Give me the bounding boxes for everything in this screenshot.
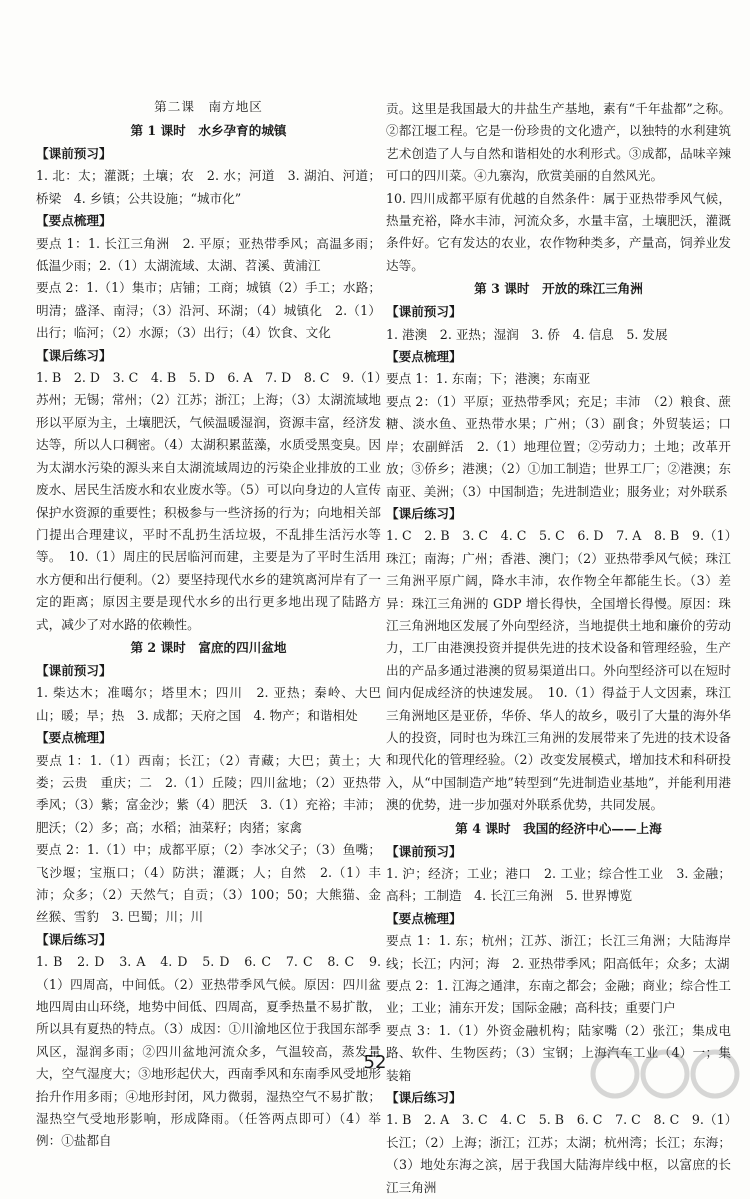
- answer-paragraph: 1. 港澳 2. 亚热；湿润 3. 侨 4. 信息 5. 发展: [386, 326, 668, 342]
- section-heading: 【课后练习】: [36, 931, 112, 947]
- answer-paragraph: 10. 四川成都平原有优越的自然条件：属于亚热带季风气候，热量充裕，降水丰沛，河流众多，水量丰富，土壤肥沃，灌溉条件好。它有发达的农业，农作物种类多，产量高，饲养业发达等。: [386, 190, 731, 273]
- answer-paragraph: 1. C 2. B 3. C 4. C 5. C 6. D 7. A 8. B 9.（1）珠江；南海；广州；香港、澳门；（2）亚热带季风气候；珠江三角洲平原广阔，降水丰沛，农作物全年都能生长。（3）差异：珠江三角洲的 GDP 增长得快，全国增长得慢。原因：珠江三角洲地区发展了外向型经济，当地提供土地和廉价的劳动力，工厂由港澳投资并提供先进的技术设备和管理经验，生产出的产品多通过港澳的贸易渠道出口。外向型经济可以在短时间内促成经济的快速发展。 10.（1）得益于人文因素，珠江三角洲地区是亚侨，华侨、华人的故乡，吸引了大量的海外华人的投资，同时也为珠江三角洲的发展带来了先进的技术设备和现代化的管理经验。（2）改变发展模式，增加技术和科研投入，从“中国制造产地”转型到“先进制造业基地”，并能利用港澳的优势，进一步加强对外联系优势，共同发展。: [386, 528, 731, 813]
- answer-paragraph: 1. 柴达木；准噶尔；塔里木；四川 2. 亚热；秦岭、大巴山；暖；旱；热 3. 成都；天府之国 4. 物产；和谐相处: [36, 685, 381, 723]
- answer-paragraph: 要点 1：1. 长江三角洲 2. 平原；亚热带季风；高温多雨；低温少雨；2.（1）太湖流域、太湖、苕溪、黄浦江: [36, 235, 381, 274]
- answer-paragraph: 1. B 2. A 3. C 4. C 5. B 6. C 7. C 8. C 9.（1）长江；（2）上海；浙江；江苏；太湖；杭州湾；长江；东海；（3）地处东海之滨，居于我国大陆海岸线中枢，以富庶的长江三角洲: [386, 1112, 731, 1195]
- answer-paragraph: 要点 1：1. 东南；下；港澳；东南亚: [386, 371, 591, 387]
- section-heading: 【要点梳理】: [386, 910, 462, 926]
- lesson-4-title: 第 4 课时 我国的经济中心——上海: [455, 820, 662, 836]
- page-number: 52: [363, 1052, 387, 1073]
- section-heading: 【要点梳理】: [36, 213, 112, 229]
- left-column: [36, 95, 381, 1153]
- answer-paragraph: 要点 2：1.（1）中；成都平原；（2）李冰父子；（3）鱼嘴；飞沙堰；宝瓶口；（4）防洪；灌溉；人；自然 2.（1）丰沛；众多；（2）天然气；自贡；（3）100；50；大熊猫、金丝猴、雪豹 3. 巴蜀；川；川: [36, 842, 381, 925]
- lesson-2-title: 第 2 课时 富庶的四川盆地: [130, 639, 287, 655]
- lesson-3-title: 第 3 课时 开放的珠江三角洲: [474, 281, 643, 297]
- lesson-1-title: 第 1 课时 水乡孕育的城镇: [130, 123, 287, 138]
- answer-paragraph: 要点 2：1. 江海之通津，东南之都会；金融；商业；综合性工业；工业；浦东开发；国际金融；高科技；重要门户: [386, 978, 731, 1016]
- section-heading: 【要点梳理】: [36, 730, 112, 746]
- section-heading: 【课后练习】: [36, 347, 112, 363]
- section-heading: 【课前预习】: [36, 146, 112, 161]
- answer-paragraph: 1. B 2. D 3. A 4. D 5. D 6. C 7. C 8. C 9.（1）四周高，中间低。（2）亚热带季风气候。原因：四川盆地四周由山环绕，地势中间低、四周高，夏季热量不易扩散，所以具有夏热的特点。（3）成因：①川渝地区位于我国东部季风区，湿润多雨；②四川盆地河流众多，气温较高，蒸发量大，空气湿度大；③地形起伏大，西南季风和东南季风受地形抬升作用多雨；④地形封闭，风力微弱，湿热空气不易扩散；湿热空气受地形影响，形成降雨。（任答两点即可）（4）举例：①盐都自: [36, 954, 381, 1149]
- answer-paragraph: 1. 北：太；灌溉；土壤；农 2. 水；河道 3. 湖泊、河道；桥梁 4. 乡镇；公共设施；“城市化”: [36, 168, 381, 206]
- answer-paragraph: 要点 1：1. 东；杭州；江苏、浙江；长江三角洲；大陆海岸线；长江；内河；海 2. 亚热带季风；阳高低年；众多；太湖: [386, 933, 731, 971]
- answer-paragraph: 要点 3：1.（1）外资金融机构；陆家嘴（2）张江；集成电路、软件、生物医药；（3）宝钢；上海汽车工业（4）一；集装箱: [386, 1022, 731, 1083]
- watermark-logo-icon: [590, 1044, 740, 1104]
- answer-paragraph: 要点 1：1.（1）西南；长江；（2）青藏；大巴；黄土；大娄；云贵 重庆；二 2.（1）丘陵；四川盆地；（2）亚热带季风；（3）紫；富金沙；紫（4）肥沃 3.（1）充裕；丰沛；肥沃；（2）多；高；水稻；油菜籽；肉猪；家禽: [36, 752, 381, 835]
- right-column: [386, 98, 731, 1199]
- section-heading: 【课前预习】: [36, 662, 112, 678]
- section-heading: 【课后练习】: [386, 1090, 462, 1106]
- answer-paragraph: 要点 2：（1）平原；亚热带季风；充足；丰沛 （2）粮食、蔗糖、淡水鱼、亚热带水果；广州；（3）副食；外贸装运；口岸；农副鲜活 2.（1）地理位置；②劳动力；土地；改革开放；③侨乡；港澳；（2）①加工制造；世界工厂；②港澳；东南亚、美洲；（3）中国制造；先进制造业；服务业；对外联系: [386, 393, 731, 499]
- answer-paragraph: 贡。这里是我国最大的井盐生产基地，素有“千年盐都”之称。②都江堰工程。它是一份珍贵的文化遗产，以独特的水利建筑艺术创造了人与自然和谐相处的水利形式。③成都，品味辛辣可口的四川菜。④九寨沟，欣赏美丽的自然风光。: [386, 101, 731, 184]
- section-heading: 【课前预习】: [386, 304, 462, 320]
- section-heading: 【要点梳理】: [386, 349, 462, 365]
- answer-paragraph: 要点 2：1.（1）集市；店铺；工商；城镇（2）手工；水路；明清；盛泽、南浔；（3）沿河、环湖；（4）城镇化 2.（1）出行；临河；（2）水源；（3）出行；（4）饮食、文化: [36, 280, 381, 341]
- chapter-title: 第二课 南方地区: [154, 99, 263, 114]
- section-heading: 【课前预习】: [386, 843, 462, 859]
- section-heading: 【课后练习】: [386, 505, 462, 521]
- answer-paragraph: 1. 沪；经济；工业；港口 2. 工业；综合性工业 3. 金融；高科；工制造 4. 长江三角洲 5. 世界博览: [386, 866, 731, 904]
- answer-paragraph: 1. B 2. D 3. C 4. B 5. D 6. A 7. D 8. C 9.（1）苏州；无锡；常州；（2）江苏；浙江；上海；（3）太湖流域地形以平原为主，土壤肥沃，气候温暖湿润，资源丰富，经济发达等，所以人口稠密。（4）太湖积累蓝藻，水质受黑变臭。因为太湖水污染的源头来自太湖流域周边的污染企业排放的工业废水、居民生活废水和农业废水等。（5）可以向身边的人宣传保护水资源的重要性；积极参与一些济扬的行为；向地相关部门提出合理建议，平时不乱扔生活垃圾，不乱排生活污水等等。 10.（1）周庄的民居临河而建，主要是为了平时生活用水方便和出行便利。（2）要坚持现代水乡的建筑离河岸有了一定的距离；原因主要是现代水乡的出行更多地出现了陆路方式，减少了对水路的依赖性。: [36, 370, 381, 632]
